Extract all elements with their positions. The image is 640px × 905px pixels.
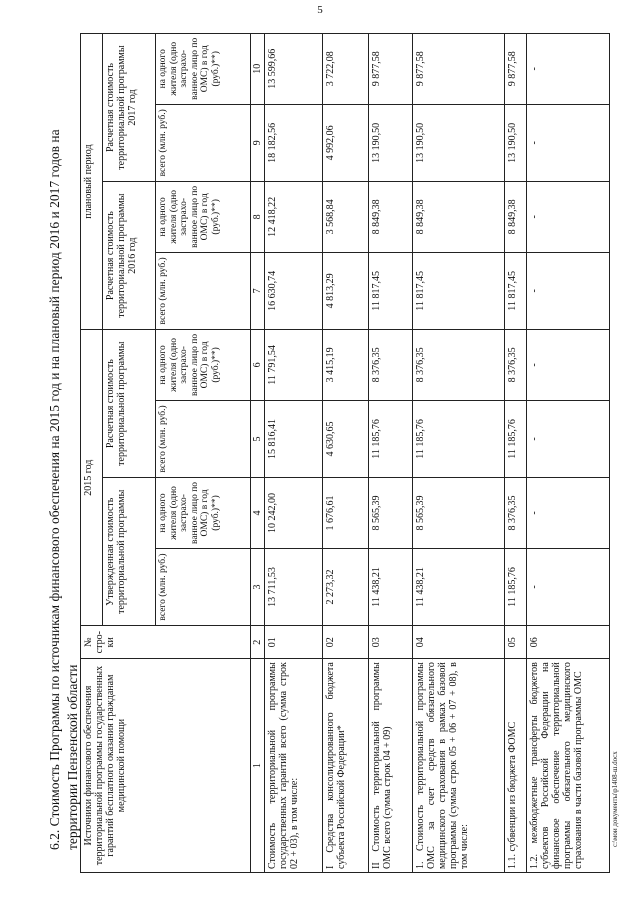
header-estimated-cost-2016: Расчетная стоимость территориальной программы 2016 год [103,182,156,330]
header-per-resident: на одного жителя (одно застрахо-ванное лицо по ОМС) в год (руб.)**) [156,330,251,401]
value-cell: 3 568,84 [322,182,368,253]
value-cell: 11 791,54 [264,330,322,401]
row-number: 02 [322,626,368,659]
row-number: 03 [368,626,412,659]
program-cost-table [80,33,610,873]
header-planned-period: плановый период [81,34,103,330]
value-cell: - [526,182,609,253]
table-row [504,34,526,873]
column-number: 4 [250,478,264,549]
table-row [322,34,368,873]
value-cell: 11 185,76 [504,400,526,478]
value-cell: - [526,104,609,182]
value-cell: 11 438,21 [368,548,412,626]
value-cell: 10 242,00 [264,478,322,549]
row-label: I Средства консолидированного бюджета субъекта Российской Федерации* [322,659,368,873]
value-cell: 11 185,76 [368,400,412,478]
table-row [526,34,609,873]
value-cell: 11 185,76 [504,548,526,626]
header-approved-cost: Утвержденная стоимость территориальной программы [103,478,156,626]
row-label: 1. Стоимость территориальной программы ОМС за счет средств обязательного медицинского страхования в рамках базовой программы (сумма строк 05 + 06 + 07 + 08), в том числе: [412,659,504,873]
column-number: 6 [250,330,264,401]
header-per-resident: на одного жителя (одно застрахо-ванное лицо по ОМС) в год (руб.)**) [156,478,251,549]
header-per-resident: на одного жителя (одно застрахо-ванное лицо по ОМС) в год (руб.)**) [156,34,251,105]
row-number: 06 [526,626,609,659]
value-cell: 3 415,19 [322,330,368,401]
value-cell: - [526,400,609,478]
value-cell: 8 849,38 [412,182,504,253]
column-number: 8 [250,182,264,253]
value-cell: 3 722,08 [322,34,368,105]
value-cell: 11 438,21 [412,548,504,626]
row-number: 01 [264,626,322,659]
value-cell: 4 813,29 [322,252,368,330]
page-number: 5 [317,4,323,16]
header-total: всего (млн. руб.) [156,104,251,182]
value-cell: 9 877,58 [368,34,412,105]
table-row [368,34,412,873]
column-number: 5 [250,400,264,478]
header-total: всего (млн. руб.) [156,252,251,330]
column-number-row [250,34,264,873]
column-number: 1 [250,659,264,873]
value-cell: 18 182,56 [264,104,322,182]
value-cell: 1 676,61 [322,478,368,549]
value-cell: 8 849,38 [504,182,526,253]
value-cell: - [526,478,609,549]
header-total: всего (млн. руб.) [156,548,251,626]
row-label: 1.2. межбюджетные трансферты бюджетов субъектов Российской Федерации на финансовое обеспечение территориальной программы обязательного медицинского страхования в части базовой программы ОМС [526,659,609,873]
value-cell: 8 376,35 [412,330,504,401]
value-cell: 13 711,53 [264,548,322,626]
document-title: 6.2. Стоимость Программы по источникам финансового обеспечения на 2015 год и на плановый период 2016 и 2017 годов на территории Пензенской области [47,129,80,850]
value-cell: - [526,252,609,330]
value-cell: 8 565,39 [368,478,412,549]
table-row [264,34,322,873]
file-path-footnote: c:\мои документы\р1408-ш.docx [611,751,619,847]
value-cell: 8 565,39 [412,478,504,549]
column-number: 9 [250,104,264,182]
value-cell: 12 418,22 [264,182,322,253]
column-number: 2 [250,626,264,659]
value-cell: 9 877,58 [412,34,504,105]
value-cell: 8 376,35 [368,330,412,401]
header-sources: Источники финансового обеспечения территориальной программы государственных гарантий бесплатного оказания гражданам медицинской помощи [81,659,251,873]
value-cell: 8 376,35 [504,478,526,549]
header-total: всего (млн. руб.) [156,400,251,478]
value-cell: 11 185,76 [412,400,504,478]
value-cell: 9 877,58 [504,34,526,105]
row-label: II Стоимость территориальной программы ОМС всего (сумма строк 04 + 09) [368,659,412,873]
column-number: 10 [250,34,264,105]
value-cell: 11 817,45 [368,252,412,330]
header-per-resident: на одного жителя (одно застрахо-ванное лицо по ОМС) в год (руб.)**) [156,182,251,253]
value-cell: 13 599,66 [264,34,322,105]
header-row-no: № стро-ки [81,626,251,659]
value-cell: 11 817,45 [504,252,526,330]
row-label: 1.1. субвенции из бюджета ФОМС [504,659,526,873]
table-row [412,34,504,873]
header-row-1 [81,34,103,873]
value-cell: - [526,34,609,105]
row-number: 05 [504,626,526,659]
value-cell: 13 190,50 [412,104,504,182]
row-label: Стоимость территориальной программы государственных гарантий всего (сумма строк 02 + 03), в том числе: [264,659,322,873]
header-estimated-cost-2017: Расчетная стоимость территориальной программы 2017 год [103,34,156,182]
value-cell: 16 630,74 [264,252,322,330]
row-number: 04 [412,626,504,659]
value-cell: 4 992,06 [322,104,368,182]
value-cell: 8 376,35 [504,330,526,401]
value-cell: 4 630,65 [322,400,368,478]
value-cell: 13 190,50 [504,104,526,182]
value-cell: - [526,330,609,401]
column-number: 3 [250,548,264,626]
value-cell: 15 816,41 [264,400,322,478]
value-cell: 11 817,45 [412,252,504,330]
header-year-2015: 2015 год [81,330,103,626]
header-estimated-cost: Расчетная стоимость территориальной программы [103,330,156,478]
value-cell: 8 849,38 [368,182,412,253]
value-cell: 2 273,32 [322,548,368,626]
column-number: 7 [250,252,264,330]
value-cell: 13 190,50 [368,104,412,182]
value-cell: - [526,548,609,626]
